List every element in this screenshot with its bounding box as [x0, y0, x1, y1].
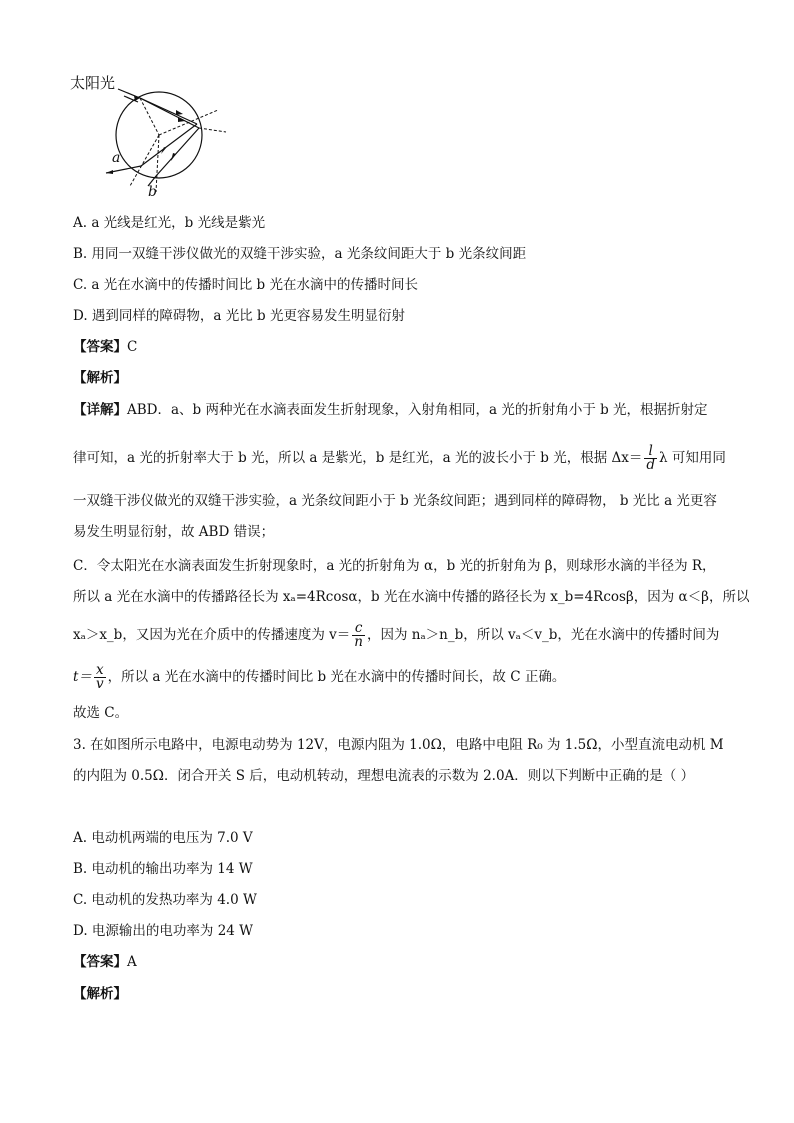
c-text-3b: ，因为 nₐ＞n_b，所以 vₐ＜v_b，光在水滴中的传播时间为: [366, 627, 720, 643]
q2-detail-line-3: 一双缝干涉仪做光的双缝干涉实验，a 光条纹间距小于 b 光条纹间距；遇到同样的障碍物， b 光比 a 光更容: [73, 493, 717, 509]
q2-detail-line-4: 易发生明显衍射，故 ABD 错误；: [73, 524, 275, 540]
incoming-ray-upper: [118, 89, 140, 98]
ray-b-label: b: [148, 184, 157, 200]
q2-c-line-4: [73, 664, 565, 691]
detail-text-1: ABD．a、b 两种光在水滴表面发生折射现象，入射角相同，a 光的折射角小于 b 光，根据折射定: [127, 402, 708, 418]
fraction-x-over-v: [94, 664, 106, 691]
fraction-num: x: [94, 664, 106, 678]
normal-reflect: [159, 110, 218, 135]
q2-c-line-2: 所以 a 光在水滴中的传播路径长为 xₐ=4Rcosα，b 光在水滴中传播的路径长为 x_b=4Rcosβ，因为 α＜β，所以: [73, 589, 750, 605]
detail-text-2b: λ 可知用同: [659, 450, 726, 466]
q2-option-b: B. 用同一双缝干涉仪做光的双缝干涉实验，a 光条纹间距大于 b 光条纹间距: [73, 246, 527, 262]
ray-a-label: a: [112, 150, 121, 166]
answer-tag: 【答案】: [73, 339, 127, 355]
c-text-3a: xₐ＞x_b，又因为光在介质中的传播速度为 v＝: [73, 627, 351, 643]
answer-value: C: [127, 339, 138, 355]
fraction-den: v: [95, 676, 104, 692]
c-text-4b: ，所以 a 光在水滴中的传播时间比 b 光在水滴中的传播时间长，故 C 正确。: [107, 669, 566, 685]
q3-option-a: A. 电动机两端的电压为 7.0 V: [73, 830, 253, 846]
q2-c-line-1: C．令太阳光在水滴表面发生折射现象时，a 光的折射角为 α，b 光的折射角为 β，则球形水滴的半径为 R，: [73, 558, 716, 574]
q2-detail-line-1: [73, 400, 708, 420]
fraction-num: l: [644, 445, 657, 459]
q2-c-line-3: [73, 622, 719, 649]
q2-detail-line-2: [73, 445, 726, 472]
refracted-ray-b: [140, 98, 199, 128]
sun-label: 太阳光: [70, 74, 116, 92]
fraction-l-over-d: [644, 445, 657, 472]
normal-entry: [140, 98, 159, 135]
detail-tag: 【详解】: [73, 402, 127, 418]
q2-analysis-tag: 【解析】: [73, 370, 127, 386]
q3-option-c: C. 电动机的发热功率为 4.0 W: [73, 892, 257, 908]
inner-arrow-4: [171, 153, 176, 161]
fraction-num: c: [352, 622, 365, 636]
water-drop-diagram: [68, 70, 238, 200]
q3-stem-line-2: 的内阻为 0.5Ω．闭合开关 S 后，电动机转动，理想电流表的示数为 2.0A．则以下判断中正确的是（ ）: [73, 768, 695, 784]
answer-value: A: [127, 954, 137, 970]
q2-answer-line: [73, 337, 137, 357]
fraction-c-over-n: [352, 622, 365, 649]
fraction-den: n: [354, 634, 363, 650]
q3-stem-line-1: 3. 在如图所示电路中，电源电动势为 12V，电源内阻为 1.0Ω，电路中电阻 R₀ 为 1.5Ω，小型直流电动机 M: [73, 737, 724, 753]
inner-arrow-1: [176, 110, 183, 115]
q3-answer-line: [73, 952, 137, 972]
q3-option-b: B. 电动机的输出功率为 14 W: [73, 861, 253, 877]
q3-analysis-tag: 【解析】: [73, 986, 127, 1002]
extension-dash: [199, 128, 226, 132]
q2-option-d: D. 遇到同样的障碍物，a 光比 b 光更容易发生明显衍射: [73, 308, 405, 324]
q2-option-a: A. a 光线是红光，b 光线是紫光: [73, 215, 266, 231]
detail-text-2a: 律可知，a 光的折射率大于 b 光，所以 a 是紫光，b 是红光，a 光的波长小于 b 光，根据 Δx＝: [73, 450, 643, 466]
c-text-4a: t＝: [73, 669, 92, 685]
fraction-den: d: [646, 457, 656, 473]
q2-conclusion: 故选 C。: [73, 705, 129, 721]
answer-tag: 【答案】: [73, 954, 127, 970]
q3-option-d: D. 电源输出的电功率为 24 W: [73, 923, 254, 939]
q2-option-c: C. a 光在水滴中的传播时间比 b 光在水滴中的传播时间长: [73, 277, 418, 293]
